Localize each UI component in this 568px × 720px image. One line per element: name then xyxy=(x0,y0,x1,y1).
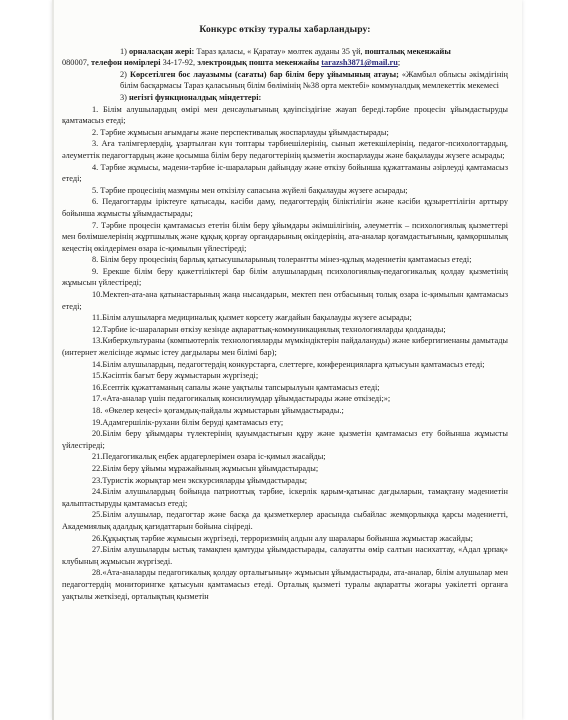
location-address: Тараз қаласы, « Қаратау» мөлтек ауданы 35 үй, xyxy=(196,46,363,56)
duty-item: 28.«Ата-аналарды педагогикалық қолдау орталығының» жұмысын ұйымдастырады, ата-аналар, білім алушылар мен педагогтердің мониторингке қатысуын қамтамасыз етеді. Орталық қызметі туралы ақпаратты жоғары уәкілетті органға уақтылы жеткізеді, орталықтың қызметін xyxy=(62,568,508,601)
duty-item: 17.«Ата-аналар үшін педагогикалық консилиумдар ұйымдастырады және өткізеді;»; xyxy=(92,394,391,404)
postal-code: 080007 xyxy=(62,58,87,68)
email-label: электрондық пошта мекенжайы xyxy=(197,58,320,68)
section-duties-header xyxy=(62,92,508,104)
duty-item: 18. «Өкелер кеңесі» қоғамдық-пайдалы жұмыстарын ұйымдастырады.; xyxy=(92,406,344,415)
duty-item: 6. Педагогтарды іріктеуге қатысады, кәсіби даму, педагогтердің біліктілігін және кәсіби құзыреттілігін арттыру бойынша жұмысты ұйымдастырады; xyxy=(62,197,508,218)
duties-list xyxy=(62,104,508,603)
duty-item: 12.Тәрбие іс-шараларын өткізу кезінде ақпараттық-коммуникациялық технологияларды қолданады; xyxy=(92,324,446,334)
duty-item: 4. Тәрбие жұмысы, мәдени-тәрбие іс-шараларын дайындау және өткізу бойынша құжаттаманы әзірлеуді қамтамасыз етеді; xyxy=(62,162,508,184)
duty-item: 5. Тәрбие процесінің мазмұны мен өткізілу сапасына жүйелі бақылауды жүзеге асырады; xyxy=(92,185,408,195)
duty-item: 22.Білім беру ұйымы мұражайының жұмысын ұйымдастырады; xyxy=(92,463,319,473)
duty-item: 26.Құқықтық тәрбие жұмысын жүргізеді, терроризмнің алдын алу шаралары бойынша жұмыстар жасайды; xyxy=(92,533,473,543)
section-organization xyxy=(62,69,508,92)
duty-item: 14.Білім алушылардың, педагогтердің конкурстарға, слеттерге, конференцияларға қатысуын қамтамасыз етеді; xyxy=(92,359,485,369)
phone-number: 34-17-92, xyxy=(162,58,196,68)
duty-item: 8. Білім беру процесінің барлық қатысушыларының толерантты мінез-құлық мәдениетін қамтамасыз етеді; xyxy=(92,255,472,265)
organization-label: Көрсетілген бос лауазымы (сағаты) бар білім беру ұйымының атауы; xyxy=(129,69,399,79)
duty-item: 20.Білім беру ұйымдары түлектерінің қауымдастығын құру және қызметін қамтамасыз ету бойынша жұмысты үйлестіреді; xyxy=(62,429,508,450)
duty-item: 16.Есептік құжаттаманың сапалы және уақтылы тапсырылуын қамтамасыз етеді; xyxy=(92,382,380,392)
duty-item: 7. Тәрбие процесін қамтамасыз ететін білім беру ұйымдары әкімшілігінің, әлеуметтік – психологиялық қызметтері мен бөлімшелерінің жұртшылық және құқық қорғау органдарының өкілдерінің, ата-аналар қоғамдастығының, қамқоршылық кеңестің өкілдерімен өзара іс-қимылын үйлестіреді; xyxy=(62,220,508,253)
duty-item: 19.Адамгершілік-рухани білім беруді қамтамасыз ету; xyxy=(92,417,284,427)
duty-item: 11.Білім алушыларға медициналық қызмет көрсету жағдайын бақылауды жүзеге асырады; xyxy=(92,313,412,323)
duty-item: 15.Кәсіптік бағыт беру жұмыстарын жүргізеді; xyxy=(92,371,259,381)
section-number: 3) xyxy=(120,92,127,102)
punctuation: ; xyxy=(397,58,401,68)
duty-item: 21.Педагогикалық еңбек ардагерлерімен өзара іс-қимыл жасайды; xyxy=(92,452,326,462)
email-link[interactable]: tarazsh3871@mail.ru xyxy=(321,58,398,68)
duty-item: 24.Білім алушылардың бойында патриоттық тәрбие, іскерлік қарым-қатынас дағдыларын, тамақтану мәдениетін қалыптастыруды қамтамасыз етеді; xyxy=(62,487,508,508)
duty-item: 2. Тәрбие жұмысын ағымдағы және перспективалық жоспарлауды ұйымдастырады; xyxy=(92,127,389,137)
duty-item: 23.Туристік жорықтар мен экскурсияларды ұйымдастырады; xyxy=(92,475,308,485)
document-title: Конкурс өткізу туралы хабарландыру: xyxy=(199,24,371,35)
phone-label: телефон нөмірлері xyxy=(91,58,161,68)
duty-item: 27.Білім алушыларды ыстық тамақпен қамтуды ұйымдастырады, салауатты өмір салтын насихаттау, «Адал ұрпақ» клубының жұмысын жүргізеді. xyxy=(62,545,508,566)
duty-item: 1. Білім алушылардың өмірі мен денсаулығының қауіпсіздігіне жауап береді.тәрбие процесін ұйымдастыруды қамтамасыз етеді; xyxy=(62,104,508,126)
postal-label: пошталық мекенжайы xyxy=(364,46,451,56)
section-number: 2) xyxy=(120,69,127,79)
location-label: орналасқан жері: xyxy=(129,46,195,56)
duty-item: 13.Киберкультураны (компьютерлік технологияларды мүмкіндіктерін пайдалануды) және кибергигиенаны дамытады (интернет желісінде жұмыс істеу дағдылары мен білімі бар); xyxy=(62,336,508,358)
organization-name: «Жамбыл облысы әкімдігінің білім басқармасы Тараз қаласының білім бөлімінің №38 орта мектебі» коммуналдық мемлекеттік мекемесі xyxy=(120,69,509,91)
duty-item: 25.Білім алушылар, педагогтар және басқа да қызметкерлер арасында сыбайлас жемқорлыққа қарсы мәдениетті, Академиялық адалдық қағидаттарын бойына сіңіреді. xyxy=(62,510,508,531)
duty-item: 9. Ерекше білім беру қажеттіліктері бар білім алушылардың психологиялық-педагогикалық қолдау қызметінің жұмысын үйлестіреді; xyxy=(62,266,508,288)
section-location xyxy=(62,46,508,58)
duty-item: 3. Аға тәлімгерлердің, ұзартылған күн топтары тәрбиешілерінің, сынып жетекшілерінің, педагог-психологтардың, әлеуметтік педагогтардың және қосымша білім беру педагогтерінің қызметін жоспарлауды және бақылауды жүзеге асырады; xyxy=(62,139,508,160)
announcement-document xyxy=(62,24,508,602)
section-number: 1) xyxy=(120,46,127,56)
section-location-cont: 080007, телефон нөмірлері 34-17-92, электрондық пошта мекенжайы tarazsh3871@mail.ru; xyxy=(62,58,401,68)
duty-item: 10.Мектеп-ата-ана қатынастарының жаңа нысандарын, мектеп пен отбасының толық өзара іс-қимылын қамтамасыз етеді; xyxy=(62,290,508,311)
duties-label: негізгі функционалдық міндеттері: xyxy=(129,92,262,102)
